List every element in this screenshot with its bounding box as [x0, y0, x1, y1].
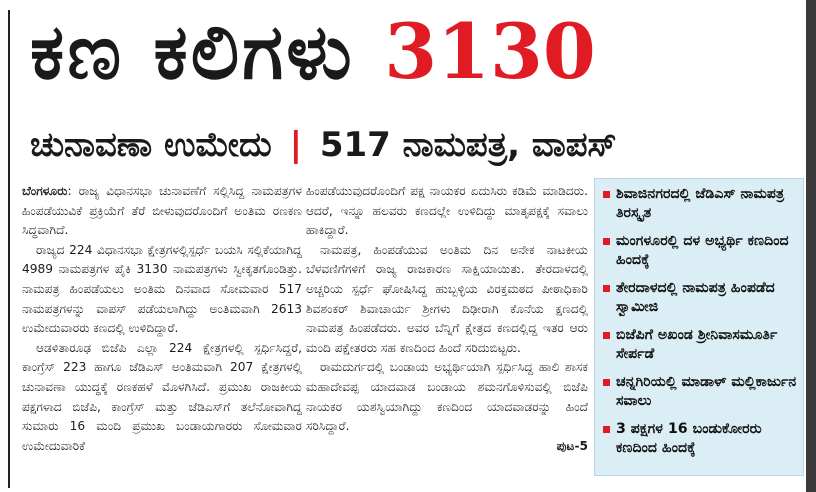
- headline-text: ಕಣ ಕಲಿಗಳು: [30, 7, 355, 96]
- left-column-rule: [8, 10, 10, 488]
- article-column-1: [22, 182, 302, 456]
- bullet-icon: [603, 191, 610, 198]
- article-paragraph-1: [22, 182, 302, 241]
- sidebar-item: [603, 326, 797, 364]
- article-paragraph-3: ಆಡಳಿತಾರೂಢ ಬಿಜೆಪಿ ಎಲ್ಲಾ 224 ಕ್ಷೇತ್ರಗಳಲ್ಲಿ ಸ್ಪರ್ಧಿಸಿದ್ದರೆ, ಕಾಂಗ್ರೆಸ್ 223 ಹಾಗೂ ಜೆಡಿಎಸ್ ಅಂತಿಮವಾಗಿ 207 ಕ್ಷೇತ್ರಗಳಲ್ಲಿ ಚುನಾವಣಾ ಯುದ್ಧಕ್ಕೆ ರಣಕಹಳೆ ಮೊಳಗಿಸಿದೆ. ಪ್ರಮುಖ ರಾಜಕೀಯ ಪಕ್ಷಗಳಾದ ಬಿಜೆಪಿ, ಕಾಂಗ್ರೆಸ್ ಮತ್ತು ಜೆಡಿಎಸ್‌ಗೆ ತಲೆನೋವಾಗಿದ್ದ ಸುಮಾರು 16 ಮಂದಿ ಪ್ರಮುಖ ಬಂಡಾಯಗಾರರು ಸೋಮವಾರ ಉಮೇದುವಾರಿಕೆ: [22, 340, 302, 453]
- sidebar-item: [603, 185, 797, 223]
- highlights-sidebar: [594, 178, 804, 476]
- sidebar-item: [603, 279, 797, 317]
- bullet-icon: [603, 285, 610, 292]
- article-column-2: [306, 182, 588, 456]
- dateline: ಬೆಂಗಳೂರು: [22, 184, 68, 198]
- sidebar-item-text: ಬಿಜೆಪಿಗೆ ಅಖಂಡ ಶ್ರೀನಿವಾಸಮೂರ್ತಿ ಸೇರ್ಪಡೆ: [616, 327, 778, 362]
- article-paragraph-4: ಹಿಂಪಡೆಯುವುದರೊಂದಿಗೆ ಪಕ್ಷ ನಾಯಕರ ಏದುಸಿರು ಕಡಿಮೆ ಮಾಡಿದರು. ಆದರೆ, ಇನ್ನೂ ಹಲವರು ಕಣದಲ್ಲೇ ಉಳಿದಿದ್ದು ಮಾತೃಪಕ್ಷಕ್ಕೆ ಸವಾಲು ಹಾಕಿದ್ದಾರೆ.: [306, 184, 588, 238]
- sidebar-item: [603, 420, 797, 458]
- headline: [30, 7, 596, 96]
- sidebar-item-text: ಮಂಗಳೂರಲ್ಲಿ ದಳ ಅಭ್ಯರ್ಥಿ ಕಣದಿಂದ ಹಿಂದಕ್ಕೆ: [616, 233, 789, 268]
- sidebar-item: [603, 232, 797, 270]
- sidebar-item-text: ತೇರದಾಳದಲ್ಲಿ ನಾಮಪತ್ರ ಹಿಂಪಡೆದ ಸ್ವಾಮೀಜಿ: [616, 280, 775, 315]
- bullet-icon: [603, 332, 610, 339]
- subhead-separator: |: [289, 125, 303, 165]
- sidebar-item-text: ಚನ್ನಗಿರಿಯಲ್ಲಿ ಮಾಡಾಳ್ ಮಲ್ಲಿಕಾರ್ಜುನ ಸವಾಲು: [616, 374, 797, 409]
- bullet-icon: [603, 426, 610, 433]
- sidebar-item-text: ಶಿವಾಜಿನಗರದಲ್ಲಿ ಜೆಡಿಎಸ್ ನಾಮಪತ್ರ ತಿರಸ್ಕೃತ: [616, 186, 785, 221]
- sidebar-item-text: 3 ಪಕ್ಷಗಳ 16 ಬಂಡುಕೋರರು ಕಣದಿಂದ ಹಿಂದಕ್ಕೆ: [616, 421, 762, 456]
- subhead-right: 517 ನಾಮಪತ್ರ, ವಾಪಸ್: [319, 125, 617, 165]
- bullet-icon: [603, 379, 610, 386]
- article-paragraph-6: ರಾಮದುರ್ಗದಲ್ಲಿ ಬಂಡಾಯ ಅಭ್ಯರ್ಥಿಯಾಗಿ ಸ್ಪರ್ಧಿಸಿದ್ದ ಹಾಲಿ ಶಾಸಕ ಮಹಾದೇವಪ್ಪ ಯಾದವಾಡ ಬಂಡಾಯ ಶಮನಗೊಳಿಸುವಲ್ಲಿ ಬಿಜೆಪಿ ನಾಯಕರ ಯಶಸ್ವಿಯಾಗಿದ್ದು ಕಣದಿಂದ ಯಾದವಾಡರನ್ನು ಹಿಂದೆ ಸರಿಸಿದ್ದಾರೆ.: [306, 360, 588, 434]
- article-paragraph-5: ನಾಮಪತ್ರ, ಹಿಂಪಡೆಯುವ ಅಂತಿಮ ದಿನ ಅನೇಕ ನಾಟಕೀಯ ಬೆಳವಣಿಗೆಗಳಿಗೆ ರಾಜ್ಯ ರಾಜಕಾರಣ ಸಾಕ್ಷಿಯಾಯಿತು. ತೇರದಾಳದಲ್ಲಿ ಅಚ್ಚರಿಯ ಸ್ಪರ್ಧೆ ಘೋಷಿಸಿದ್ದ ಹುಬ್ಬಳ್ಳಿಯ ವಿರಕ್ತಮಠದ ಪೀಠಾಧಿಕಾರಿ ಶಿವಶಂಕರ್ ಶಿವಾಚಾರ್ಯ ಶ್ರೀಗಳು ದಿಢೀರಾಗಿ ಕೊನೆಯ ಕ್ಷಣದಲ್ಲಿ ನಾಮಪತ್ರ ಹಿಂಪಡೆದರು. ಅವರ ಬೆನ್ನಿಗೆ ಕ್ಷೇತ್ರದ ಕಣದಲ್ಲಿದ್ದ ಇತರ ಆರು ಮಂದಿ ಪಕ್ಷೇತರರು ಸಹ ಕಣದಿಂದ ಹಿಂದೆ ಸರಿದುಬಿಟ್ಟರು.: [306, 242, 588, 355]
- article-paragraph-2: ರಾಜ್ಯದ 224 ವಿಧಾನಸಭಾ ಕ್ಷೇತ್ರಗಳಲ್ಲಿಸ್ಪರ್ಧೆ ಬಯಸಿ ಸಲ್ಲಿಕೆಯಾಗಿದ್ದ 4989 ನಾಮಪತ್ರಗಳ ಪೈಕಿ 3130 ನಾಮಪತ್ರಗಳು ಸ್ವೀಕೃತಗೊಂಡಿತ್ತು. ನಾಮಪತ್ರ ಹಿಂಪಡೆಯಲು ಅಂತಿಮ ದಿನವಾದ ಸೋಮವಾರ 517 ನಾಮಪತ್ರಗಳನ್ನು ವಾಪಸ್ ಪಡೆಯಲಾಗಿದ್ದು ಅಂತಿಮವಾಗಿ 2613 ಉಮೇದುವಾರರು ಕಣದಲ್ಲಿ ಉಳಿದಿದ್ದಾರೆ.: [22, 242, 302, 336]
- bullet-icon: [603, 238, 610, 245]
- headline-number: 3130: [384, 7, 596, 96]
- page-edge-shadow: [806, 0, 816, 492]
- sidebar-item: [603, 373, 797, 411]
- subhead-left: ಚುನಾವಣಾ ಉಮೇದು: [30, 125, 272, 165]
- subheadline: [30, 125, 617, 165]
- paragraph-text: : ರಾಜ್ಯ ವಿಧಾನಸಭಾ ಚುನಾವಣೆಗೆ ಸಲ್ಲಿಸಿದ್ದ ನಾಮಪತ್ರಗಳ ಹಿಂಪಡೆಯುವಿಕೆ ಪ್ರಕ್ರಿಯೆಗೆ ತೆರೆ ಬೀಳುವುದರೊಂದಿಗೆ ಅಂತಿಮ ರಣಕಣ ಸಿದ್ಧವಾಗಿದೆ.: [22, 184, 302, 238]
- continued-on-page: ಪುಟ-5: [556, 438, 588, 453]
